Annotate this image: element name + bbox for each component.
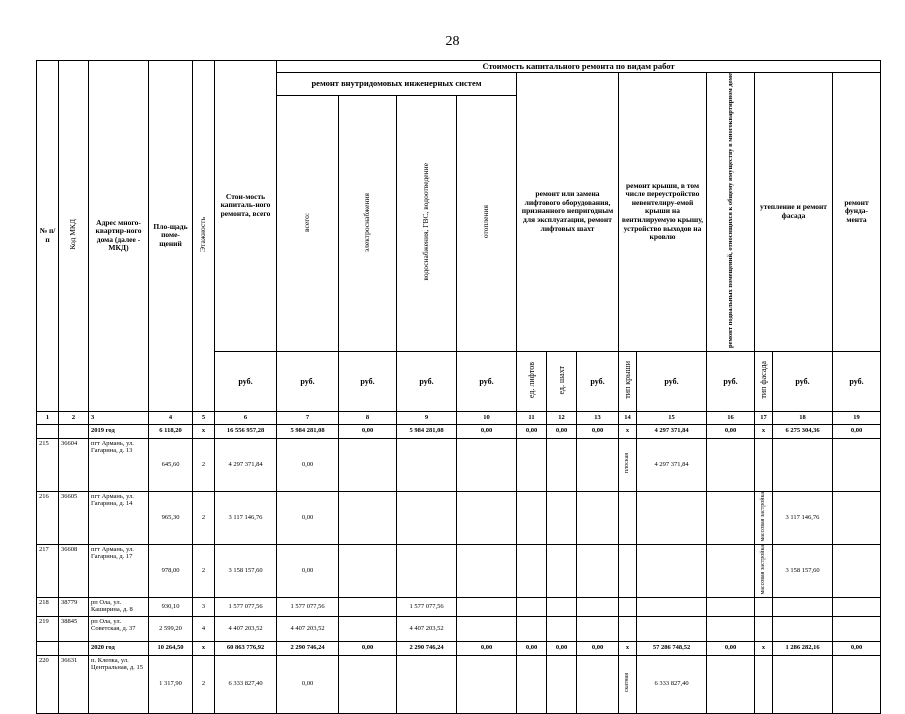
table-row: 215 36604 пгт Армань, ул. Гагарина, д. 13 645,60 2 4 297 371,84 0,00 плоская 4 297 371,84 [37,438,881,491]
unit-elev-shafts: ед. шахт [547,351,577,411]
capital-repair-table [36,60,881,714]
unit-electric: руб. [339,351,397,411]
unit-total: руб. [215,351,277,411]
col-header-foundation: ремонт фунда-мента [833,73,881,352]
col-header-electric: электроснабжения [339,96,397,351]
unit-roof: руб. [637,351,707,411]
col-header-sys-total: всего: [277,96,339,351]
col-header-facade: утепление и ремонт фасада [755,73,833,352]
unit-facade: руб. [773,351,833,411]
col-header-num: № п/п [37,61,59,412]
col-header-area: Пло-щадь поме-щений [149,61,193,412]
table-row: 217 36608 пгт Армань, ул. Гагарина, д. 17 978,00 2 3 158 157,60 0,00 массовая застройка 3 158 157,60 [37,544,881,597]
unit-basement: руб. [707,351,755,411]
col-header-heating: отопления [457,96,517,351]
col-header-address: Адрес много-квартир-ного дома (далее - МКД) [89,61,149,412]
col-header-total-cost: Стои-мость капиталь-ного ремонта, всего [215,61,277,352]
column-index-row: 1 2 3 4 5 6 7 8 9 10 11 12 13 14 15 16 17 18 19 [37,411,881,424]
col-header-water: водоснабжения, ГВС, водоотведение [397,96,457,351]
col-header-elevator: ремонт или замена лифтового оборудования, признанного непригодным для эксплуатации, ремонт лифтовых шахт [517,73,619,352]
unit-roof-type: тип крыши [619,351,637,411]
col-header-floors: Этажность [193,61,215,412]
unit-sys-total: руб. [277,351,339,411]
table-row: 219 38845 рп Ола, ул. Советская, д. 37 2 599,20 4 4 407 203,52 4 407 203,52 4 407 203,52 [37,616,881,641]
group-title: Стоимость капитального ремонта по видам работ [277,61,881,73]
col-header-code: Код МКД [59,61,89,412]
unit-heating: руб. [457,351,517,411]
summary-row-2019: 2019 год 6 118,20 х 16 556 957,28 5 984 281,08 0,00 5 984 281,08 0,00 0,00 0,00 0,00 х 4 297 371,84 0,00 х 6 275 304,36 0,00 [37,424,881,438]
unit-foundation: руб. [833,351,881,411]
unit-facade-type: тип фасада [755,351,773,411]
summary-row-2020: 2020 год 10 264,50 х 60 863 776,92 2 290 746,24 0,00 2 290 746,24 0,00 0,00 0,00 0,00 х 57 286 748,52 0,00 х 1 286 282,16 0,00 [37,641,881,655]
col-header-basement: ремонт подвальных помещений, относящихся к общему имуществу в многоквартирном доме [707,73,755,352]
col-header-roof: ремонт крыши, в том числе переустройство невентелиру-емой крыши на вентилируемую крышу, устройство выходов на кровлю [619,73,707,352]
unit-elev-units: ед. лифтов [517,351,547,411]
table-row: 216 36605 пгт Армань, ул. Гагарина, д. 14 965,30 2 3 117 146,76 0,00 массовая застройка 3 117 146,76 [37,491,881,544]
internal-systems-title: ремонт внутридомовых инженерных систем [277,73,517,96]
page-number: 28 [445,34,460,49]
unit-water: руб. [397,351,457,411]
table-row: 218 38779 рп Ола, ул. Каширина, д. 8 930,10 3 1 577 077,56 1 577 077,56 1 577 077,56 [37,597,881,616]
unit-elev-cost: руб. [577,351,619,411]
table-row: 220 36631 п. Клепка, ул. Центральная, д. 15 1 317,90 2 6 333 827,40 0,00 скатная 6 333 827,40 [37,655,881,713]
